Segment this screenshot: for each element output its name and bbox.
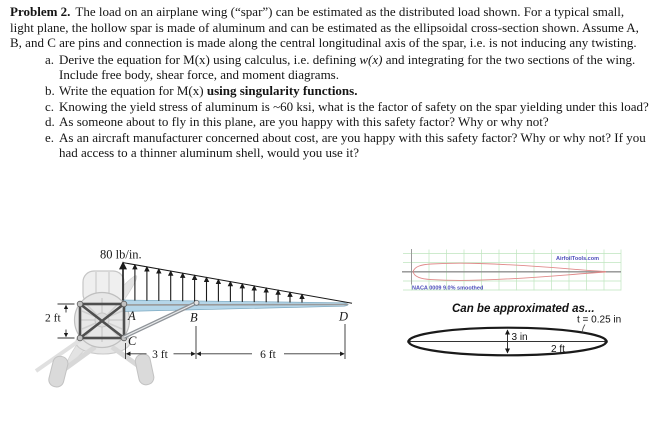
ellipse-cross-section [407, 325, 608, 356]
item-text: Derive the equation for M(x) using calculus, i.e. defining w(x) and integrating for the two sections of the wing. Include free body, shear force, and moment diagrams. [59, 51, 636, 83]
point-label-b: B [190, 310, 198, 325]
approximation-caption: Can be approximated as... [452, 303, 595, 315]
thickness-leader-line [583, 325, 585, 333]
item-text: As an aircraft manufacturer concerned about cost, are you happy with this safety factor? Why or why not? If you had access to a thinner aluminum shell, would you use it? [59, 129, 646, 161]
point-label-a: A [128, 309, 136, 323]
dimension-3ft-label: 3 ft [152, 348, 168, 361]
item-text: As someone about to fly in this plane, are you happy with this safety factor? Why or why not? [59, 114, 549, 130]
airfoil-watermark: AirfoilTools.com [556, 256, 599, 262]
load-envelope-line [123, 263, 352, 304]
section-width-label: 2 ft [551, 344, 565, 355]
item-marker: e. [45, 129, 55, 145]
distributed-load [123, 263, 352, 304]
dimension-6ft-label: 6 ft [260, 348, 276, 361]
airfoil-plot [402, 249, 621, 292]
dimension-2ft-label: 2 ft [45, 312, 61, 325]
load-intensity-label: 80 lb/in. [100, 247, 142, 262]
problem-intro-text: The load on an airplane wing (“spar”) can be estimated as the distributed load shown. For a typical small, light plane, the hollow spar is made of aluminum and can be estimated as the ellipsoidal cross-section shown. Assume A, B, and C are pins and connection is made along the central longitudinal axis of the spar, i.e. is not inducing any twisting. [10, 4, 639, 51]
airfoil-caption: NACA 0009 9.0% smoothed [412, 285, 484, 292]
item-marker: c. [45, 98, 55, 114]
section-height-label: 3 in [511, 332, 528, 343]
wing-spar [123, 300, 348, 312]
shell-thickness-label: t = 0.25 in [577, 314, 622, 326]
item-text: Write the equation for M(x) using singularity functions. [59, 82, 358, 98]
item-marker: d. [45, 114, 55, 130]
problem-label: Problem 2. [10, 4, 71, 19]
point-label-c: C [128, 334, 137, 348]
point-label-d: D [339, 309, 349, 324]
item-text: Knowing the yield stress of aluminum is ~60 ksi, what is the factor of safety on the spar yielding under this load? [59, 98, 649, 114]
item-marker: b. [45, 82, 55, 98]
item-marker: a. [45, 51, 55, 67]
